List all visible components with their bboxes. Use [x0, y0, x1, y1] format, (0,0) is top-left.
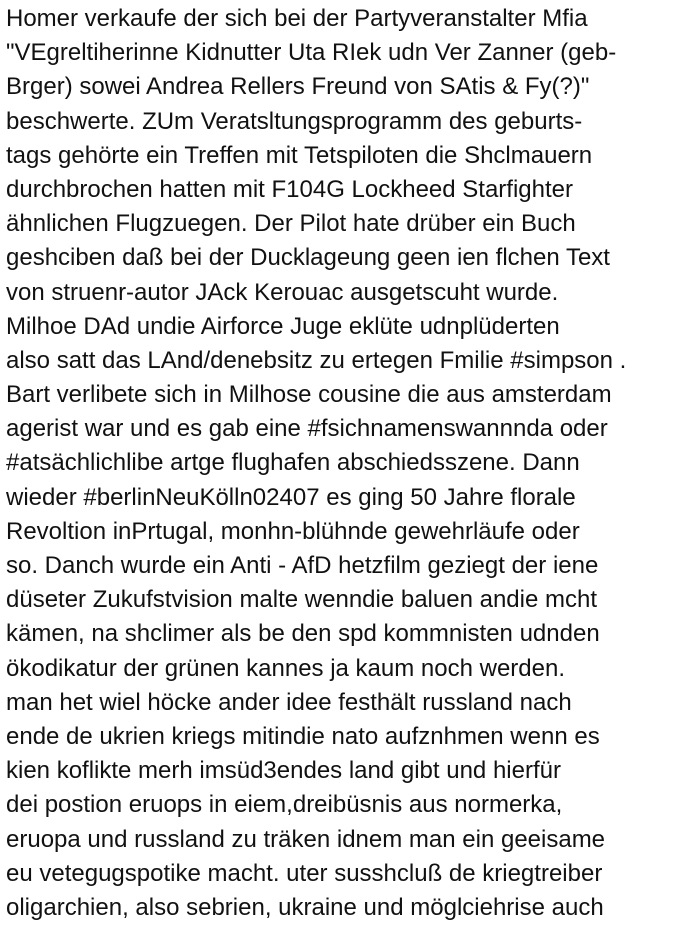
text-line-7: ähnlichen Flugzuegen. Der Pilot hate drüber ein Buch	[6, 210, 576, 238]
text-line-24: dei postion eruops in eiem,dreibüsnis aus normerka,	[6, 791, 563, 819]
text-line-17: so. Danch wurde ein Anti - AfD hetzfilm geziegt der iene	[6, 552, 599, 579]
text-line-4: beschwerte. ZUm Veratsltungsprogramm des geburts-	[6, 107, 583, 135]
text-line-22: ende de ukrien kriegs mitindie nato aufznhmen wenn es	[6, 722, 600, 750]
text-line-12: Bart verlibete sich in Milhose cousine die aus amsterdam	[6, 381, 612, 409]
text-line-14: #atsächlichlibe artge flughafen abschiedsszene. Dann	[6, 449, 580, 477]
document-text	[6, 2, 682, 925]
text-line-19: kämen, na shclimer als be den spd kommnisten udnden	[6, 620, 600, 648]
text-line-3: Brger) sowei Andrea Rellers Freund von SAtis & Fy(?)"	[6, 73, 590, 101]
text-line-18: düseter Zukufstvision malte wenndie baluen andie mcht	[6, 586, 597, 614]
text-line-21: man het wiel höcke ander idee festhält russland nach	[6, 688, 572, 716]
text-line-15: wieder #berlinNeuKölln02407 es ging 50 Jahre florale	[6, 483, 576, 511]
text-line-23: kien koflikte merh imsüd3endes land gibt und hierfür	[6, 757, 561, 785]
text-line-5: tags gehörte ein Treffen mit Tetspiloten die Shclmauern	[6, 141, 593, 169]
text-line-20: ökodikatur der grünen kannes ja kaum noch werden.	[6, 654, 566, 682]
text-line-25: eruopa und russland zu träken idnem man ein geeisame	[6, 825, 606, 853]
text-line-26: eu vetegugspotike macht. uter susshcluß de kriegtreiber	[6, 859, 603, 887]
text-line-13: agerist war und es gab eine #fsichnamenswannnda oder	[6, 415, 608, 443]
text-line-1: Homer verkaufe der sich bei der Partyveranstalter Mfia	[6, 5, 588, 32]
text-line-10: Milhoe DAd undie Airforce Juge eklüte udnplüderten	[6, 312, 560, 340]
text-line-8: geshciben daß bei der Ducklageung geen ien flchen Text	[6, 244, 610, 272]
text-line-27: oligarchien, also sebrien, ukraine und möglciehrise auch	[6, 893, 604, 921]
text-line-6: durchbrochen hatten mit F104G Lockheed Starfighter	[6, 175, 573, 203]
text-line-9: von struenr-autor JAck Kerouac ausgetscuht wurde.	[6, 278, 559, 306]
text-line-11: also satt das LAnd/denebsitz zu ertegen Fmilie #simpson .	[6, 346, 627, 374]
text-line-16: Revoltion inPrtugal, monhn-blühnde gewehrläufe oder	[6, 517, 580, 545]
text-line-2: "VEgreltiherinne Kidnutter Uta RIek udn Ver Zanner (geb-	[6, 39, 617, 67]
